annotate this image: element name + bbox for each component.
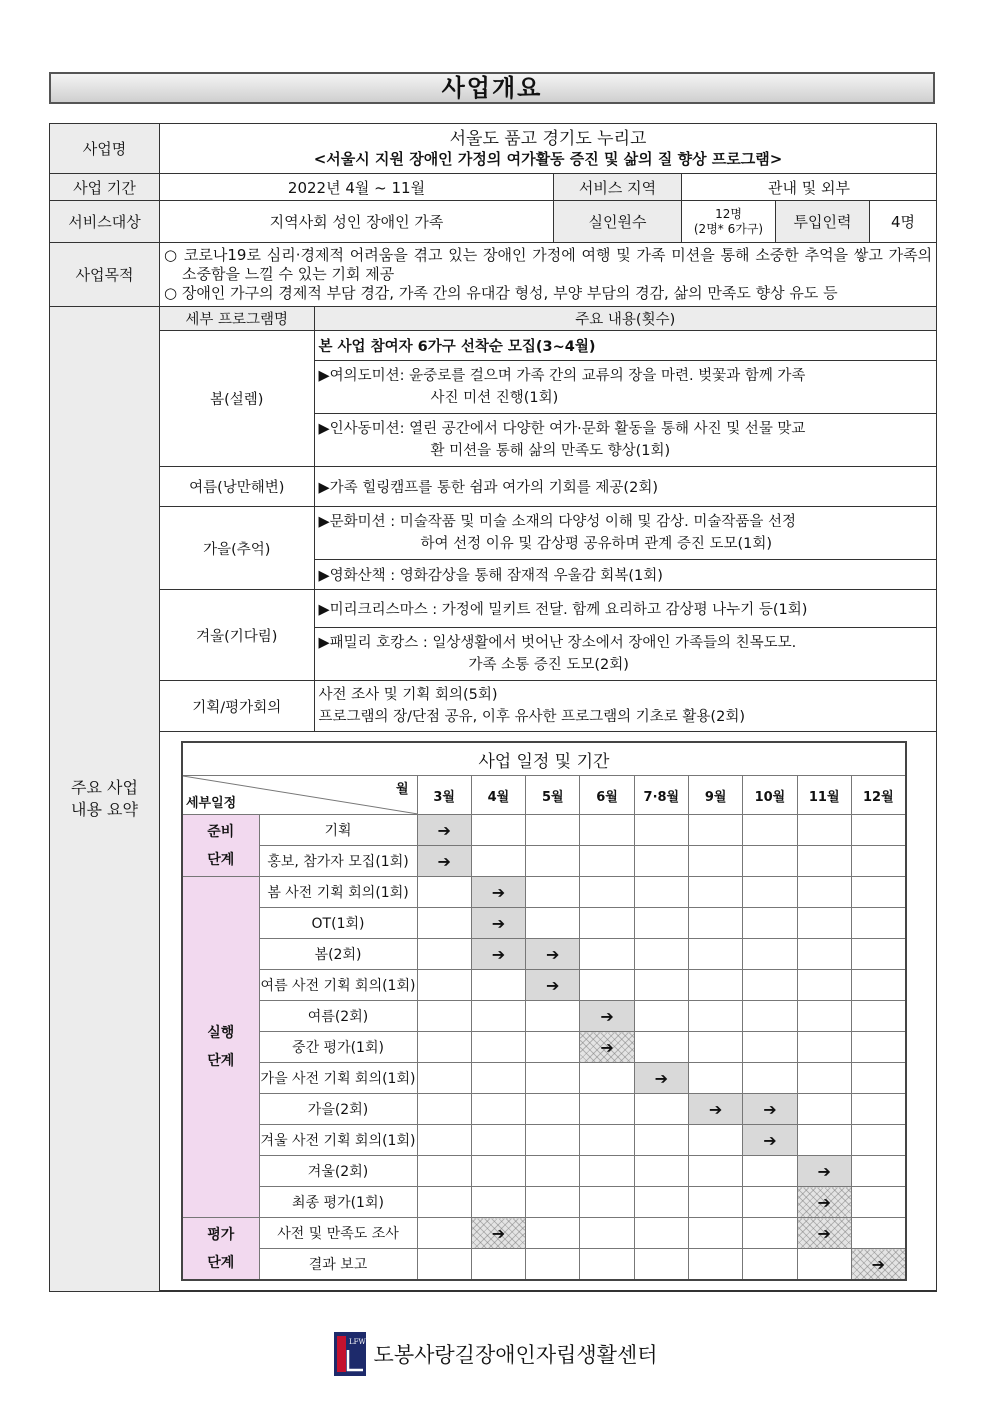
schedule-cell — [634, 877, 688, 908]
schedule-cell — [634, 1094, 688, 1125]
schedule-cell — [580, 846, 634, 877]
schedule-item: 사전 및 만족도 조사 — [259, 1218, 417, 1249]
schedule-cell — [580, 815, 634, 846]
schedule-cell — [851, 815, 905, 846]
summary-label: 주요 사업 내용 요약 — [50, 307, 160, 1292]
schedule-cell — [688, 1218, 742, 1249]
schedule-cell — [688, 1125, 742, 1156]
schedule-cell — [417, 1032, 471, 1063]
schedule-row — [182, 908, 906, 939]
corner-item-label: 세부일정 — [186, 796, 237, 811]
svg-text:LFW: LFW — [349, 1338, 367, 1346]
schedule-cell — [471, 1032, 525, 1063]
phase-label-line: 단계 — [207, 1254, 235, 1271]
schedule-cell — [471, 846, 525, 877]
autumn-item: ▶영화산책 : 영화감상을 통해 잠재적 우울감 회복(1회) — [314, 560, 936, 590]
schedule-mark — [797, 1218, 851, 1249]
organization-name: 도봉사랑길장애인자립생활센터 — [373, 1343, 658, 1367]
schedule-mark — [526, 939, 580, 970]
schedule-item: 기획 — [259, 815, 417, 846]
spring-name: 봄(설렘) — [160, 331, 314, 467]
schedule-cell — [634, 1125, 688, 1156]
schedule-mark — [743, 1125, 797, 1156]
schedule-cell — [580, 908, 634, 939]
schedule-cell — [526, 1001, 580, 1032]
winter-item: ▶미리크리스마스 : 가정에 밀키트 전달. 함께 요리하고 감상평 나누기 등(1회) — [314, 590, 936, 628]
arrow-icon: ➔ — [817, 1223, 831, 1243]
schedule-cell — [417, 1249, 471, 1281]
schedule-cell — [526, 1249, 580, 1281]
staff-label: 투입인력 — [776, 201, 870, 243]
schedule-cell — [851, 1187, 905, 1218]
schedule-cell — [417, 939, 471, 970]
arrow-icon: ➔ — [491, 944, 506, 964]
schedule-cell — [471, 1001, 525, 1032]
month-header: 10월 — [743, 776, 797, 815]
planning-line: 사전 조사 및 기획 회의(5회) — [318, 687, 498, 703]
month-header: 12월 — [851, 776, 905, 815]
schedule-cell — [526, 1032, 580, 1063]
autumn-name: 가을(추억) — [160, 507, 314, 590]
schedule-cell — [688, 1063, 742, 1094]
schedule-item: 봄(2회) — [259, 939, 417, 970]
schedule-cell — [797, 1032, 851, 1063]
schedule-mark — [743, 1094, 797, 1125]
schedule-cell — [743, 1063, 797, 1094]
schedule-cell — [526, 1218, 580, 1249]
schedule-item: 봄 사전 기획 회의(1회) — [259, 877, 417, 908]
schedule-cell — [688, 877, 742, 908]
schedule-row — [182, 1063, 906, 1094]
autumn-item1-head: ▶문화미션 : 미술작품 및 미술 소재의 다양성 이해 및 감상. 미술작품을 선정 — [318, 514, 797, 530]
schedule-cell — [634, 846, 688, 877]
schedule-row — [182, 939, 906, 970]
schedule-row — [182, 1125, 906, 1156]
schedule-cell — [743, 815, 797, 846]
schedule-cell — [471, 815, 525, 846]
schedule-mark — [797, 1187, 851, 1218]
schedule-cell — [634, 1249, 688, 1281]
period-value: 2022년 4월 ~ 11월 — [160, 174, 554, 201]
winter-name: 겨울(기다림) — [160, 590, 314, 681]
schedule-cell — [417, 1094, 471, 1125]
schedule-cell — [580, 970, 634, 1001]
real-count-line2: (2명* 6가구) — [693, 221, 764, 236]
schedule-item: OT(1회) — [259, 908, 417, 939]
project-subtitle: <서울시 지원 장애인 가정의 여가활동 증진 및 삶의 질 향상 프로그램> — [313, 149, 783, 168]
spring-item — [314, 414, 936, 467]
phase-label-line: 평가 — [207, 1226, 235, 1243]
schedule-cell — [471, 1125, 525, 1156]
summer-name: 여름(낭만해변) — [160, 467, 314, 507]
arrow-icon: ➔ — [654, 1068, 669, 1088]
schedule-item: 겨울(2회) — [259, 1156, 417, 1187]
schedule-cell — [743, 1156, 797, 1187]
schedule-mark — [471, 1218, 525, 1249]
schedule-mark — [580, 1001, 634, 1032]
target-label: 서비스대상 — [50, 201, 160, 243]
schedule-mark — [580, 1032, 634, 1063]
schedule-cell — [743, 1001, 797, 1032]
schedule-cell — [580, 1063, 634, 1094]
schedule-cell — [797, 939, 851, 970]
staff-value: 4명 — [870, 201, 937, 243]
schedule-row — [182, 1001, 906, 1032]
schedule-cell — [471, 1187, 525, 1218]
phase-label-line: 단계 — [207, 851, 235, 868]
planning-content — [314, 681, 936, 732]
autumn-item — [314, 507, 936, 560]
schedule-item: 결과 보고 — [259, 1249, 417, 1281]
planning-line: 프로그램의 장/단점 공유, 이후 유사한 프로그램의 기초로 활용(2회) — [318, 709, 745, 725]
schedule-cell — [797, 1063, 851, 1094]
schedule-cell — [634, 1187, 688, 1218]
arrow-icon: ➔ — [600, 1006, 614, 1026]
spring-item1-tail: 사진 미션 진행(1회) — [430, 390, 559, 406]
winter-item — [314, 628, 936, 681]
summer-item: ▶가족 힐링캠프를 통한 쉼과 여가의 기회를 제공(2회) — [314, 467, 936, 507]
arrow-icon: ➔ — [817, 1192, 831, 1212]
arrow-icon: ➔ — [546, 975, 560, 995]
arrow-icon: ➔ — [763, 1130, 777, 1150]
spring-item2-tail: 환 미션을 통해 삶의 만족도 향상(1회) — [430, 443, 671, 459]
schedule-cell — [851, 1156, 905, 1187]
schedule-cell — [743, 1032, 797, 1063]
phase-label-line: 단계 — [207, 1053, 235, 1069]
schedule-cell — [580, 1187, 634, 1218]
month-header: 7·8월 — [634, 776, 688, 815]
organization-logo — [334, 1332, 366, 1376]
arrow-icon: ➔ — [763, 1099, 777, 1119]
schedule-cell — [526, 1156, 580, 1187]
program-name-header: 세부 프로그램명 — [160, 307, 314, 331]
schedule-mark — [471, 877, 525, 908]
overview-table — [49, 123, 937, 1292]
schedule-cell — [743, 877, 797, 908]
footer — [0, 1332, 992, 1376]
schedule-cell — [851, 939, 905, 970]
schedule-cell — [688, 908, 742, 939]
real-count-line1: 12명 — [715, 206, 742, 221]
area-label: 서비스 지역 — [554, 174, 682, 201]
phase-label — [182, 877, 259, 1218]
schedule-cell — [797, 908, 851, 939]
schedule-mark — [634, 1063, 688, 1094]
schedule-cell — [743, 1218, 797, 1249]
phase-label — [182, 815, 259, 877]
schedule-cell — [417, 1063, 471, 1094]
schedule-cell — [417, 877, 471, 908]
purpose-cell — [160, 243, 937, 307]
schedule-cell — [851, 970, 905, 1001]
arrow-icon: ➔ — [491, 913, 506, 933]
month-header: 3월 — [417, 776, 471, 815]
schedule-cell — [851, 1001, 905, 1032]
schedule-cell — [743, 1249, 797, 1281]
schedule-item: 최종 평가(1회) — [259, 1187, 417, 1218]
schedule-item: 중간 평가(1회) — [259, 1032, 417, 1063]
schedule-cell — [417, 1156, 471, 1187]
schedule-cell — [417, 908, 471, 939]
arrow-icon: ➔ — [817, 1161, 831, 1181]
schedule-cell — [688, 939, 742, 970]
schedule-cell — [526, 1187, 580, 1218]
schedule-cell — [688, 970, 742, 1001]
schedule-cell — [851, 1032, 905, 1063]
schedule-mark — [471, 908, 525, 939]
planning-name: 기획/평가회의 — [160, 681, 314, 732]
schedule-row — [182, 846, 906, 877]
schedule-cell — [580, 1156, 634, 1187]
schedule-cell — [851, 908, 905, 939]
corner-month-label: 월 — [395, 782, 409, 797]
schedule-cell — [471, 1063, 525, 1094]
spring-item — [314, 361, 936, 414]
schedule-cell — [743, 908, 797, 939]
schedule-item: 가을 사전 기획 회의(1회) — [259, 1063, 417, 1094]
schedule-table — [181, 741, 907, 1281]
schedule-cell — [471, 1156, 525, 1187]
schedule-cell — [580, 877, 634, 908]
schedule-cell — [526, 815, 580, 846]
schedule-cell — [743, 1187, 797, 1218]
schedule-cell — [634, 815, 688, 846]
schedule-cell — [634, 970, 688, 1001]
page-title: 사업개요 — [49, 72, 935, 104]
schedule-cell — [417, 1125, 471, 1156]
schedule-mark — [471, 939, 525, 970]
winter-item2-head: ▶패밀리 호캉스 : 일상생활에서 벗어난 장소에서 장애인 가족들의 친목도모. — [318, 635, 797, 651]
arrow-icon: ➔ — [871, 1254, 886, 1274]
schedule-item: 겨울 사전 기획 회의(1회) — [259, 1125, 417, 1156]
schedule-row — [182, 1156, 906, 1187]
schedule-mark — [688, 1094, 742, 1125]
arrow-icon: ➔ — [491, 1223, 506, 1243]
schedule-mark — [526, 970, 580, 1001]
arrow-icon: ➔ — [491, 882, 506, 902]
arrow-icon: ➔ — [437, 851, 451, 871]
schedule-item: 여름 사전 기획 회의(1회) — [259, 970, 417, 1001]
schedule-cell — [417, 1218, 471, 1249]
month-header: 11월 — [797, 776, 851, 815]
spring-recruit: 본 사업 참여자 6가구 선착순 모집(3~4월) — [314, 331, 936, 361]
area-value: 관내 및 외부 — [682, 174, 937, 201]
schedule-cell — [743, 846, 797, 877]
schedule-cell — [797, 1094, 851, 1125]
schedule-cell — [688, 846, 742, 877]
schedule-item: 여름(2회) — [259, 1001, 417, 1032]
schedule-cell — [688, 1187, 742, 1218]
schedule-row — [182, 970, 906, 1001]
schedule-mark — [851, 1249, 905, 1281]
schedule-cell — [688, 1001, 742, 1032]
schedule-cell — [526, 846, 580, 877]
schedule-cell — [580, 939, 634, 970]
schedule-cell — [417, 1001, 471, 1032]
schedule-cell — [851, 846, 905, 877]
schedule-row — [182, 1094, 906, 1125]
arrow-icon: ➔ — [437, 820, 451, 840]
purpose-item: ○ 코로나19로 심리·경제적 어려움을 겪고 있는 장애인 가정에 여행 및 가족 미션을 통해 소중한 추억을 쌓고 가족의 소중함을 느낄 수 있는 기회 제공 — [164, 246, 933, 283]
arrow-icon: ➔ — [708, 1099, 723, 1119]
schedule-cell — [797, 846, 851, 877]
schedule-cell — [471, 970, 525, 1001]
schedule-cell — [797, 877, 851, 908]
schedule-cell — [526, 1094, 580, 1125]
schedule-cell — [797, 1249, 851, 1281]
schedule-item: 가을(2회) — [259, 1094, 417, 1125]
arrow-icon: ➔ — [546, 944, 560, 964]
winter-item2-tail: 가족 소통 증진 도모(2회) — [468, 657, 629, 673]
schedule-mark — [797, 1156, 851, 1187]
schedule-cell — [634, 1218, 688, 1249]
schedule-cell — [471, 1094, 525, 1125]
schedule-row — [182, 877, 906, 908]
schedule-cell — [634, 1001, 688, 1032]
schedule-corner — [182, 776, 417, 815]
project-title: 서울도 품고 경기도 누리고 — [449, 128, 647, 149]
schedule-cell — [417, 1187, 471, 1218]
schedule-cell — [688, 1249, 742, 1281]
schedule-cell — [851, 1094, 905, 1125]
program-content-header: 주요 내용(횟수) — [314, 307, 936, 331]
month-header: 6월 — [580, 776, 634, 815]
schedule-cell — [797, 1125, 851, 1156]
schedule-title: 사업 일정 및 기간 — [182, 742, 906, 776]
schedule-cell — [797, 970, 851, 1001]
schedule-cell — [688, 1032, 742, 1063]
schedule-cell — [743, 970, 797, 1001]
schedule-cell — [851, 877, 905, 908]
schedule-wrap — [160, 732, 936, 1291]
month-header: 5월 — [526, 776, 580, 815]
schedule-cell — [634, 1156, 688, 1187]
schedule-cell — [580, 1094, 634, 1125]
schedule-row — [182, 1187, 906, 1218]
period-label: 사업 기간 — [50, 174, 160, 201]
schedule-cell — [526, 877, 580, 908]
schedule-cell — [471, 1249, 525, 1281]
spring-item2-head: ▶인사동미션: 열린 공간에서 다양한 여가·문화 활동을 통해 사진 및 선물 맞교 — [318, 421, 806, 437]
phase-label-line: 실행 — [207, 1025, 235, 1041]
schedule-cell — [851, 1218, 905, 1249]
schedule-row — [182, 1032, 906, 1063]
real-count-value — [682, 201, 776, 243]
program-table — [160, 307, 936, 1291]
schedule-cell — [526, 1125, 580, 1156]
summary-cell — [160, 307, 937, 1292]
schedule-cell — [526, 908, 580, 939]
schedule-cell — [851, 1125, 905, 1156]
schedule-cell — [797, 815, 851, 846]
target-value: 지역사회 성인 장애인 가족 — [160, 201, 554, 243]
spring-item1-head: ▶여의도미션: 윤중로를 걸으며 가족 간의 교류의 장을 마련. 벚꽃과 함께 가족 — [318, 368, 806, 384]
purpose-item: ○ 장애인 가구의 경제적 부담 경감, 가족 간의 유대감 형성, 부양 부담의 경감, 삶의 만족도 향상 유도 등 — [164, 284, 838, 302]
schedule-cell — [688, 1156, 742, 1187]
month-header: 9월 — [688, 776, 742, 815]
phase-label — [182, 1218, 259, 1281]
schedule-mark — [417, 815, 471, 846]
schedule-mark — [417, 846, 471, 877]
schedule-cell — [634, 1032, 688, 1063]
schedule-cell — [417, 970, 471, 1001]
phase-label-line: 준비 — [207, 823, 235, 840]
autumn-item1-tail: 하여 선정 이유 및 감상평 공유하며 관계 증진 도모(1회) — [420, 536, 773, 552]
schedule-cell — [851, 1063, 905, 1094]
schedule-cell — [634, 939, 688, 970]
arrow-icon: ➔ — [600, 1037, 614, 1057]
schedule-cell — [743, 939, 797, 970]
schedule-cell — [634, 908, 688, 939]
purpose-label: 사업목적 — [50, 243, 160, 307]
schedule-cell — [797, 1001, 851, 1032]
schedule-row — [182, 1249, 906, 1281]
project-name-cell — [160, 124, 937, 174]
schedule-cell — [580, 1125, 634, 1156]
month-header: 4월 — [471, 776, 525, 815]
schedule-item: 홍보, 참가자 모집(1회) — [259, 846, 417, 877]
real-count-label: 실인원수 — [554, 201, 682, 243]
schedule-row — [182, 1218, 906, 1249]
schedule-row — [182, 815, 906, 846]
schedule-cell — [580, 1218, 634, 1249]
schedule-cell — [526, 1063, 580, 1094]
schedule-cell — [688, 815, 742, 846]
schedule-cell — [580, 1249, 634, 1281]
project-name-label: 사업명 — [50, 124, 160, 174]
